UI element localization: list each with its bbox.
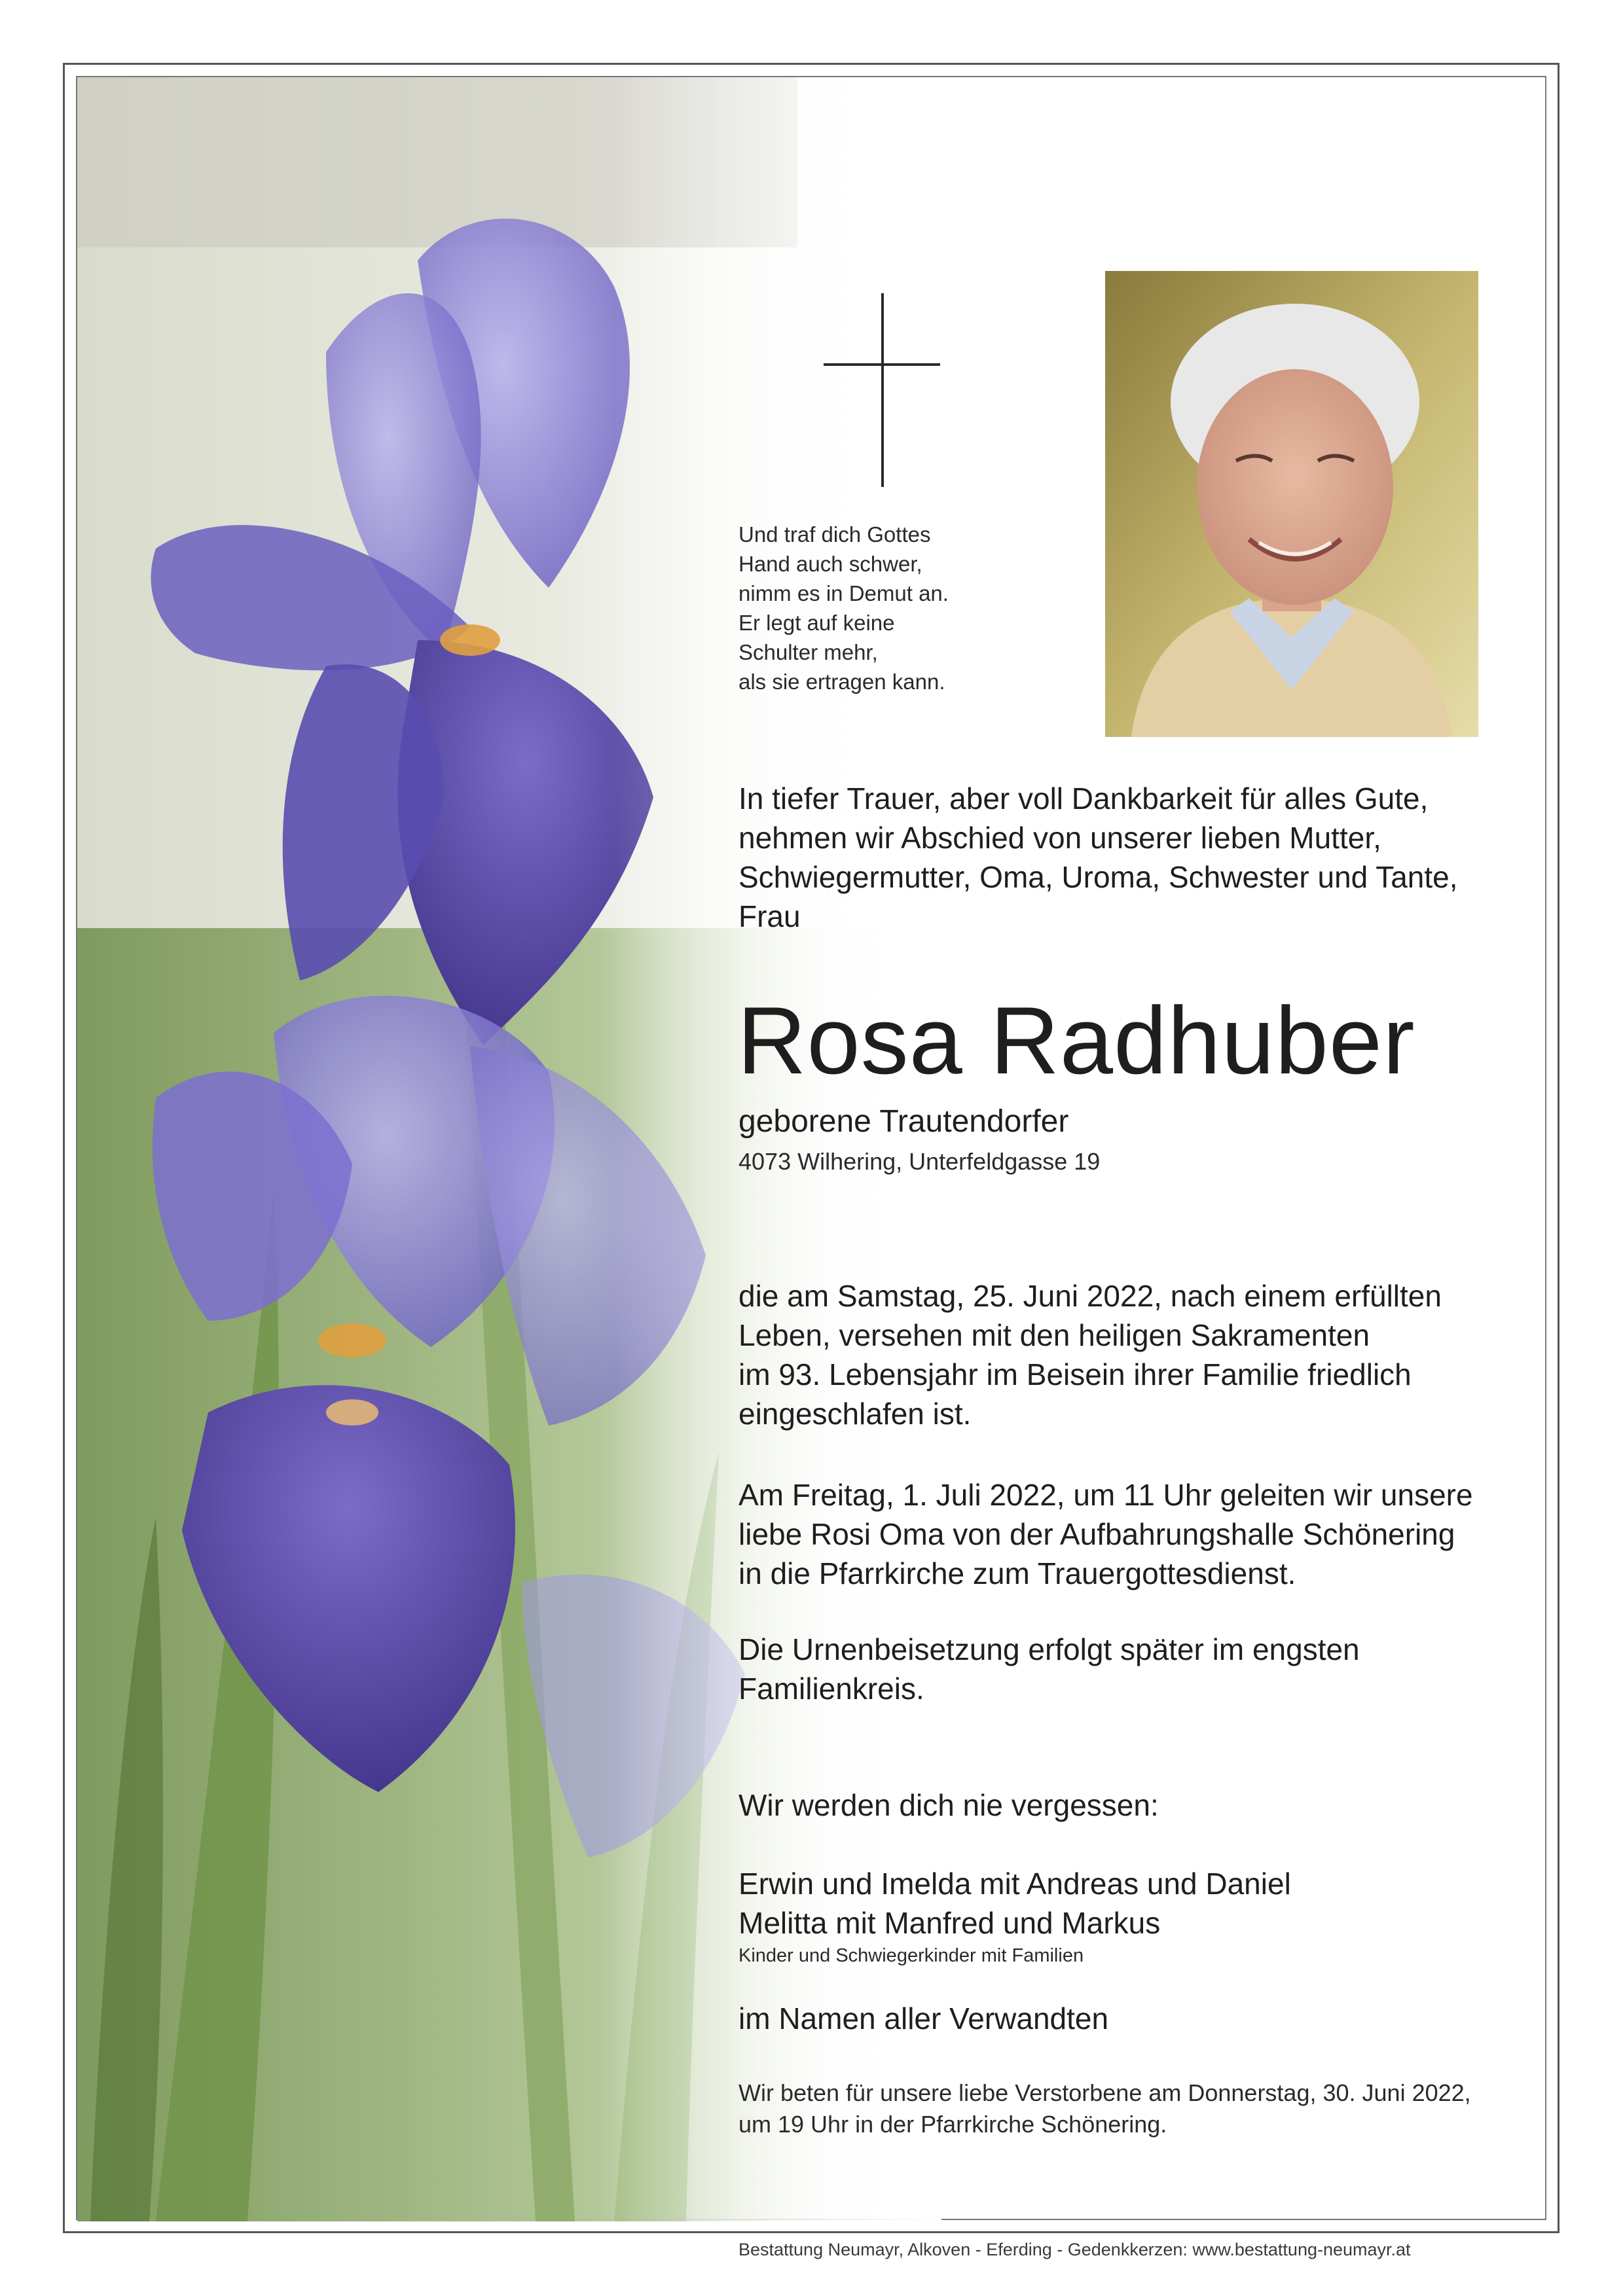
family-line: Melitta mit Manfred und Markus	[739, 1906, 1161, 1940]
family-line: Erwin und Imelda mit Andreas und Daniel	[739, 1867, 1291, 1901]
deceased-name: Rosa Radhuber	[737, 987, 1415, 1094]
verse-line: nimm es in Demut an.	[739, 581, 949, 605]
relatives-text: im Namen aller Verwandten	[739, 2001, 1109, 2036]
cross-horizontal	[824, 363, 940, 366]
funeral-line: liebe Rosi Oma von der Aufbahrungshalle Schönering	[739, 1517, 1455, 1551]
prayer-line: Wir beten für unsere liebe Verstorbene am Donnerstag, 30. Juni 2022,	[739, 2079, 1471, 2106]
urn-line: Die Urnenbeisetzung erfolgt später im engsten	[739, 1632, 1360, 1666]
funeral-info	[739, 1475, 1473, 1593]
funeral-line: Am Freitag, 1. Juli 2022, um 11 Uhr geleiten wir unsere	[739, 1478, 1473, 1512]
intro-line: nehmen wir Abschied von unserer lieben Mutter,	[739, 821, 1381, 855]
prayer-info	[739, 2077, 1471, 2140]
intro-line: In tiefer Trauer, aber voll Dankbarkeit für alles Gute,	[739, 781, 1429, 816]
verse-line: Hand auch schwer,	[739, 552, 922, 576]
intro-line: Schwiegermutter, Oma, Uroma, Schwester und Tante,	[739, 860, 1458, 894]
funeral-home-footer: Bestattung Neumayr, Alkoven - Eferding - Gedenkkerzen: www.bestattung-neumayr.at	[739, 2240, 1411, 2259]
verse-line: Schulter mehr,	[739, 640, 878, 664]
funeral-line: in die Pfarrkirche zum Trauergottesdienst.	[739, 1556, 1296, 1590]
prayer-line: um 19 Uhr in der Pfarrkirche Schönering.	[739, 2111, 1167, 2138]
family-members	[739, 1864, 1291, 1943]
portrait-photo	[1105, 271, 1478, 737]
death-line: eingeschlafen ist.	[739, 1397, 972, 1431]
never-forget-text: Wir werden dich nie vergessen:	[739, 1788, 1159, 1822]
family-subtitle: Kinder und Schwiegerkinder mit Familien	[739, 1945, 1084, 1966]
notice-frame	[76, 76, 1546, 2259]
urn-burial-info	[739, 1630, 1360, 1708]
memorial-verse	[739, 520, 1013, 696]
intro-line: Frau	[739, 899, 801, 933]
never-forget-heading	[739, 1785, 1159, 1825]
cross-vertical	[881, 293, 884, 487]
relatives-line	[739, 1999, 1108, 2038]
verse-line: Und traf dich Gottes	[739, 522, 931, 547]
urn-line: Familienkreis.	[739, 1672, 924, 1706]
intro-text	[739, 779, 1458, 936]
death-line: die am Samstag, 25. Juni 2022, nach einem erfüllten	[739, 1279, 1442, 1313]
death-line: im 93. Lebensjahr im Beisein ihrer Familie friedlich	[739, 1357, 1412, 1391]
verse-line: als sie ertragen kann.	[739, 670, 945, 694]
maiden-name: geborene Trautendorfer	[739, 1104, 1069, 1139]
verse-line: Er legt auf keine	[739, 611, 895, 635]
death-notice	[739, 1276, 1442, 1433]
deceased-address: 4073 Wilhering, Unterfeldgasse 19	[739, 1148, 1101, 1175]
death-line: Leben, versehen mit den heiligen Sakramenten	[739, 1318, 1370, 1352]
